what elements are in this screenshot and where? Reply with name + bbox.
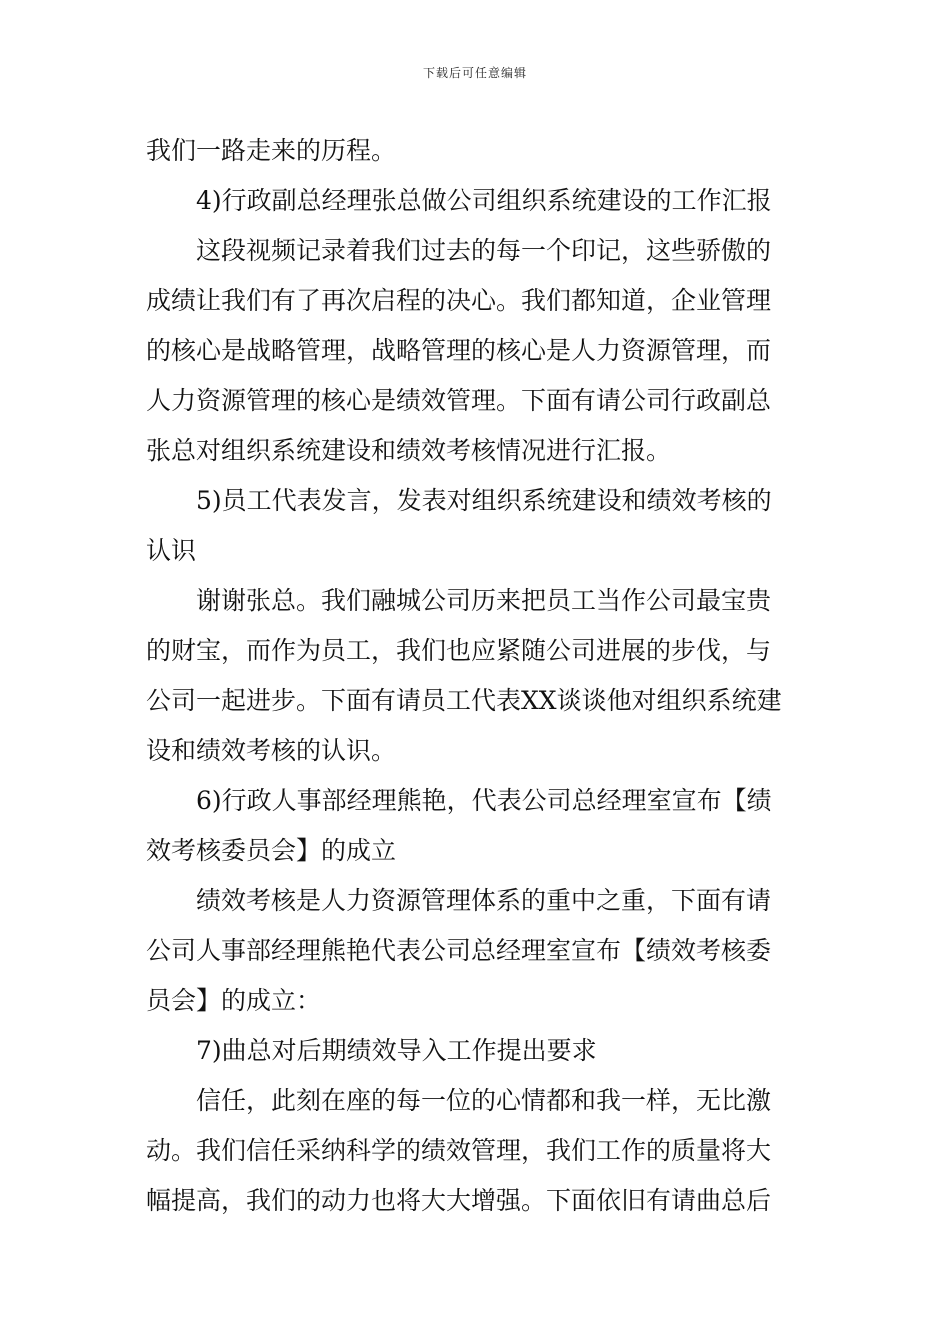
text-line: 人力资源管理的核心是绩效管理。下面有请公司行政副总 [146,386,772,415]
text-line: 认识 [146,536,197,565]
page-header: 下载后可任意编辑 [422,66,527,80]
text-line: 这段视频记录着我们过去的每一个印记，这些骄傲的 [196,236,772,265]
text-line: 我们一路走来的历程。 [146,136,397,165]
text-line: 的财宝，而作为员工，我们也应紧随公司进展的步伐，与 [146,636,772,665]
text-line: 成绩让我们有了再次启程的决心。我们都知道，企业管理 [146,286,772,315]
text-line: 动。我们信任采纳科学的绩效管理，我们工作的质量将大 [146,1136,772,1165]
document-body [146,126,806,1226]
text-line: 信任，此刻在座的每一位的心情都和我一样，无比激 [196,1086,772,1115]
agenda-item-5: 5)员工代表发言，发表对组织系统建设和绩效考核的 [196,486,772,515]
text-line: 公司人事部经理熊艳代表公司总经理室宣布【绩效考核委 [146,936,772,965]
text-line: 的核心是战略管理，战略管理的核心是人力资源管理，而 [146,336,772,365]
text-line: 公司一起进步。下面有请员工代表XX谈谈他对组织系统建 [146,686,782,715]
agenda-item-6: 6)行政人事部经理熊艳，代表公司总经理室宣布【绩 [196,786,772,815]
agenda-item-4: 4)行政副总经理张总做公司组织系统建设的工作汇报 [196,186,772,215]
text-line: 效考核委员会】的成立 [146,836,397,865]
text-line: 设和绩效考核的认识。 [146,736,397,765]
text-line: 员会】的成立： [146,986,322,1015]
text-line: 张总对组织系统建设和绩效考核情况进行汇报。 [146,436,672,465]
agenda-item-7: 7)曲总对后期绩效导入工作提出要求 [196,1036,597,1065]
text-line: 绩效考核是人力资源管理体系的重中之重，下面有请 [196,886,772,915]
text-line: 幅提高，我们的动力也将大大增强。下面依旧有请曲总后 [146,1186,772,1215]
text-line: 谢谢张总。我们融城公司历来把员工当作公司最宝贵 [196,586,772,615]
